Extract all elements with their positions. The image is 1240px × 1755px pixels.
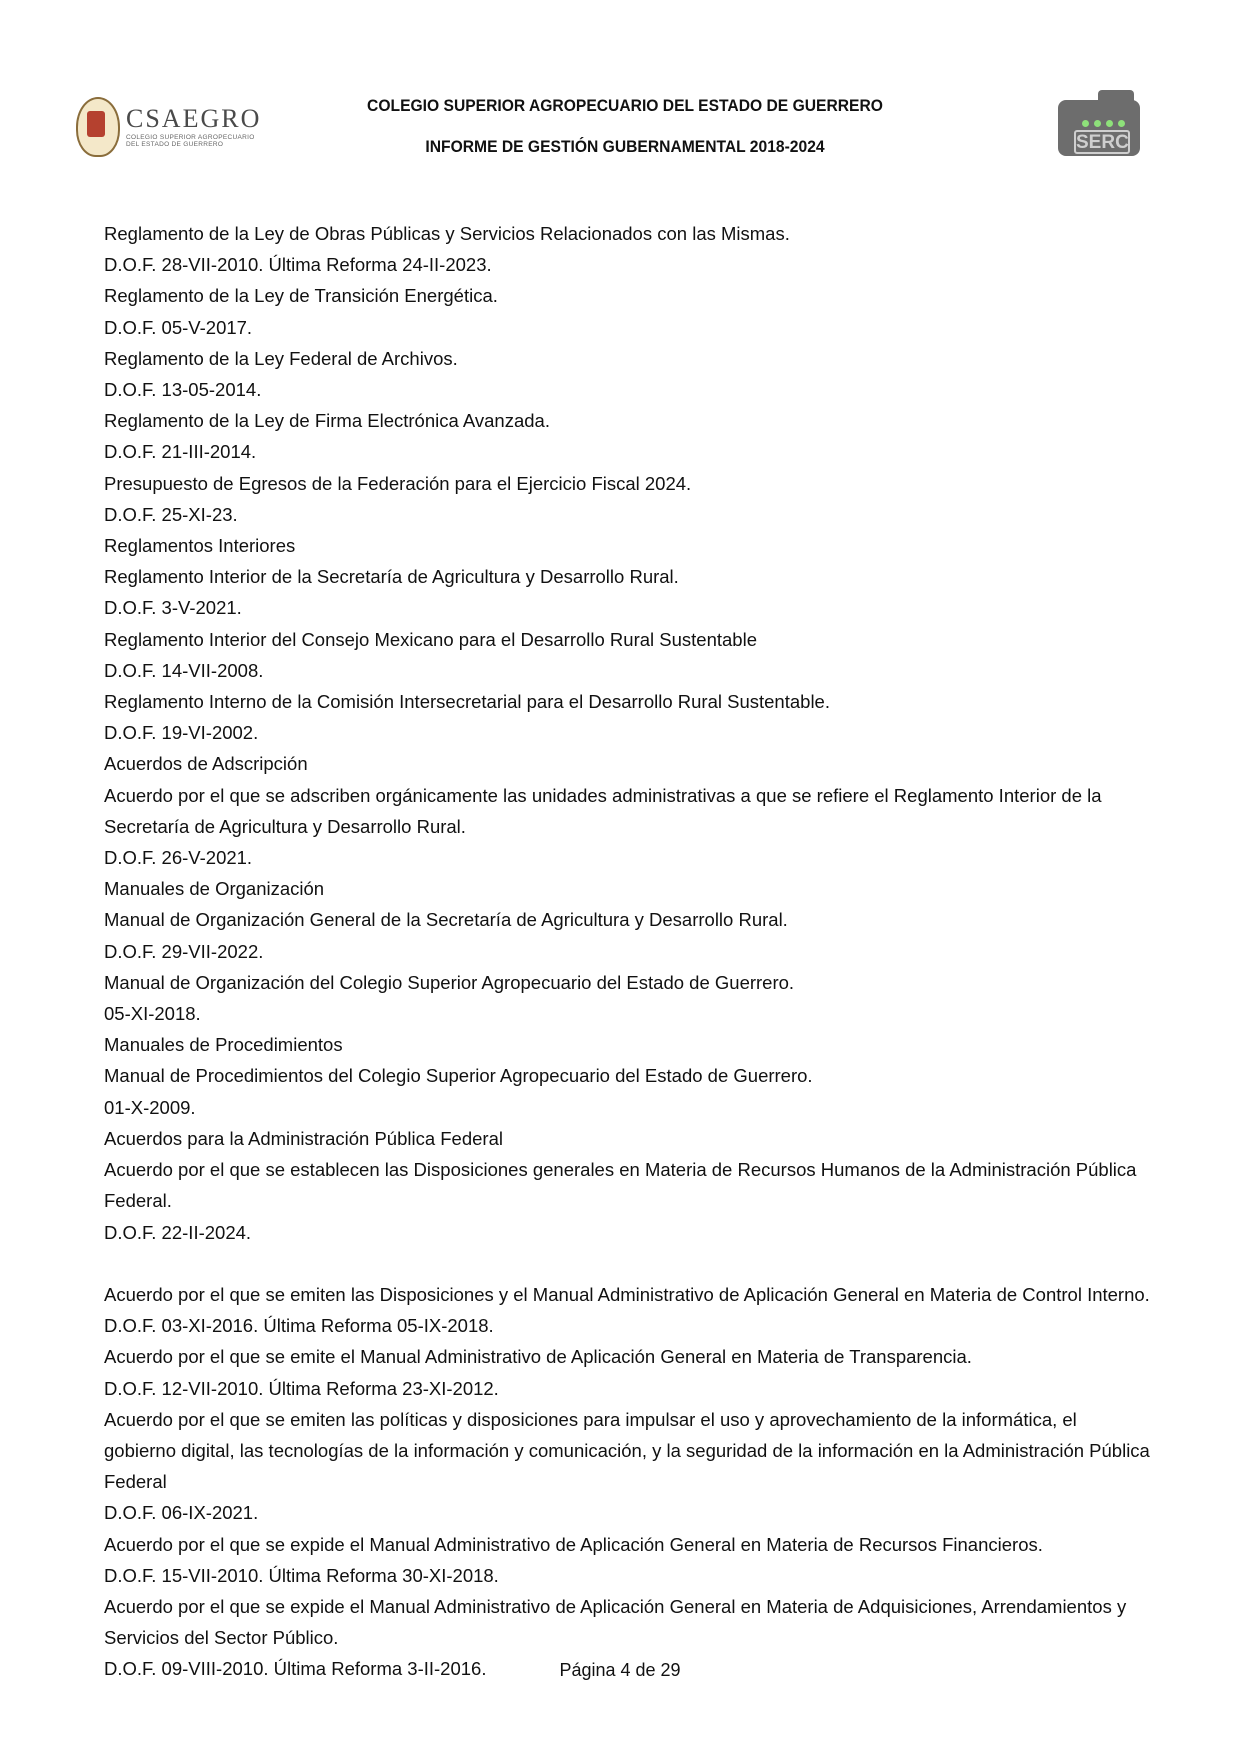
text-line: Acuerdo por el que se expide el Manual Administrativo de Aplicación General en Materia de Adquisiciones, Arrendamientos y Servicios del Sector Público. xyxy=(104,1595,1127,1649)
text-line: D.O.F. 06-IX-2021. xyxy=(104,1502,259,1524)
text-line: Acuerdo por el que se adscriben orgánicamente las unidades administrativas a que se refiere el Reglamento Interior de la Secretaría de Agricultura y Desarrollo Rural. xyxy=(104,784,1102,837)
text-line: Acuerdos para la Administración Pública Federal xyxy=(104,1127,503,1149)
text-line: Manuales de Organización xyxy=(104,878,325,900)
text-line: D.O.F. 05-V-2017. xyxy=(104,316,253,338)
text-line: Reglamento Interior de la Secretaría de Agricultura y Desarrollo Rural. xyxy=(104,566,679,588)
page-header xyxy=(0,0,1240,200)
logo-name: CSAEGRO xyxy=(126,104,262,133)
text-line: Acuerdos de Adscripción xyxy=(104,753,308,775)
logo-subtitle-2: DEL ESTADO DE GUERRERO xyxy=(126,140,224,148)
header-title: COLEGIO SUPERIOR AGROPECUARIO DEL ESTADO DE GUERRERO xyxy=(367,96,883,115)
text-line: Reglamento Interno de la Comisión Intersecretarial para el Desarrollo Rural Sustentable. xyxy=(104,691,830,713)
text-line: D.O.F. 22-II-2024. xyxy=(104,1221,252,1243)
serc-label: SERC xyxy=(1076,132,1129,153)
text-line: 01-X-2009. xyxy=(104,1096,196,1118)
text-line: D.O.F. 15-VII-2010. Última Reforma 30-XI-2018. xyxy=(104,1564,499,1586)
text-line: D.O.F. 12-VII-2010. Última Reforma 23-XI-2012. xyxy=(104,1377,499,1399)
header-subtitle: INFORME DE GESTIÓN GUBERNAMENTAL 2018-2024 xyxy=(425,137,825,156)
text-line: Acuerdo por el que se emiten las políticas y disposiciones para impulsar el uso y aprovechamiento de la informática, el gobierno digital, las tecnologías de la información y comunicación, y la seguridad de la información en la Administración Pública Federal xyxy=(104,1408,1150,1493)
page-number: Página 4 de 29 xyxy=(559,1660,681,1680)
text-line: Acuerdo por el que se emiten las Disposiciones y el Manual Administrativo de Aplicación General en Materia de Control Interno. xyxy=(104,1283,1150,1305)
text-line: D.O.F. 3-V-2021. xyxy=(104,597,242,619)
serc-logo xyxy=(1058,90,1142,156)
text-line: Reglamento de la Ley de Firma Electrónica Avanzada. xyxy=(104,410,550,432)
text-line: Acuerdo por el que se expide el Manual Administrativo de Aplicación General en Materia de Recursos Financieros. xyxy=(104,1533,1043,1555)
text-line: D.O.F. 29-VII-2022. xyxy=(104,940,264,962)
text-line: D.O.F. 21-III-2014. xyxy=(104,441,257,463)
text-line: Reglamento Interior del Consejo Mexicano para el Desarrollo Rural Sustentable xyxy=(104,628,757,650)
text-line: D.O.F. 25-XI-23. xyxy=(104,503,238,525)
document-body xyxy=(104,218,1150,1685)
text-line: Manual de Organización del Colegio Superior Agropecuario del Estado de Guerrero. xyxy=(104,971,795,993)
text-line: D.O.F. 03-XI-2016. Última Reforma 05-IX-2018. xyxy=(104,1315,494,1337)
text-line: Manual de Procedimientos del Colegio Superior Agropecuario del Estado de Guerrero. xyxy=(104,1065,813,1087)
text-line: Reglamentos Interiores xyxy=(104,535,296,557)
text-line: Manuales de Procedimientos xyxy=(104,1034,343,1056)
text-line: D.O.F. 19-VI-2002. xyxy=(104,722,259,744)
sd-card-icon xyxy=(1058,100,1140,156)
text-line: Presupuesto de Egresos de la Federación para el Ejercicio Fiscal 2024. xyxy=(104,472,692,494)
text-line: Reglamento de la Ley de Transición Energética. xyxy=(104,285,498,307)
text-line: D.O.F. 28-VII-2010. Última Reforma 24-II-2023. xyxy=(104,254,492,276)
text-line: D.O.F. 13-05-2014. xyxy=(104,379,262,401)
text-line: D.O.F. 14-VII-2008. xyxy=(104,659,264,681)
text-line: Acuerdo por el que se emite el Manual Administrativo de Aplicación General en Materia de Transparencia. xyxy=(104,1346,972,1368)
text-line: Acuerdo por el que se establecen las Disposiciones generales en Materia de Recursos Humanos de la Administración Pública Federal. xyxy=(104,1159,1137,1212)
text-line: Manual de Organización General de la Secretaría de Agricultura y Desarrollo Rural. xyxy=(104,909,788,931)
logo-subtitle-1: COLEGIO SUPERIOR AGROPECUARIO xyxy=(126,134,255,141)
text-line: Reglamento de la Ley Federal de Archivos. xyxy=(104,347,458,369)
text-line: D.O.F. 26-V-2021. xyxy=(104,847,253,869)
text-line: D.O.F. 09-VIII-2010. Última Reforma 3-II-2016. xyxy=(104,1658,487,1680)
text-line: Reglamento de la Ley de Obras Públicas y Servicios Relacionados con las Mismas. xyxy=(104,223,790,244)
text-line: 05-XI-2018. xyxy=(104,1003,201,1025)
blank-line xyxy=(104,1248,1150,1279)
